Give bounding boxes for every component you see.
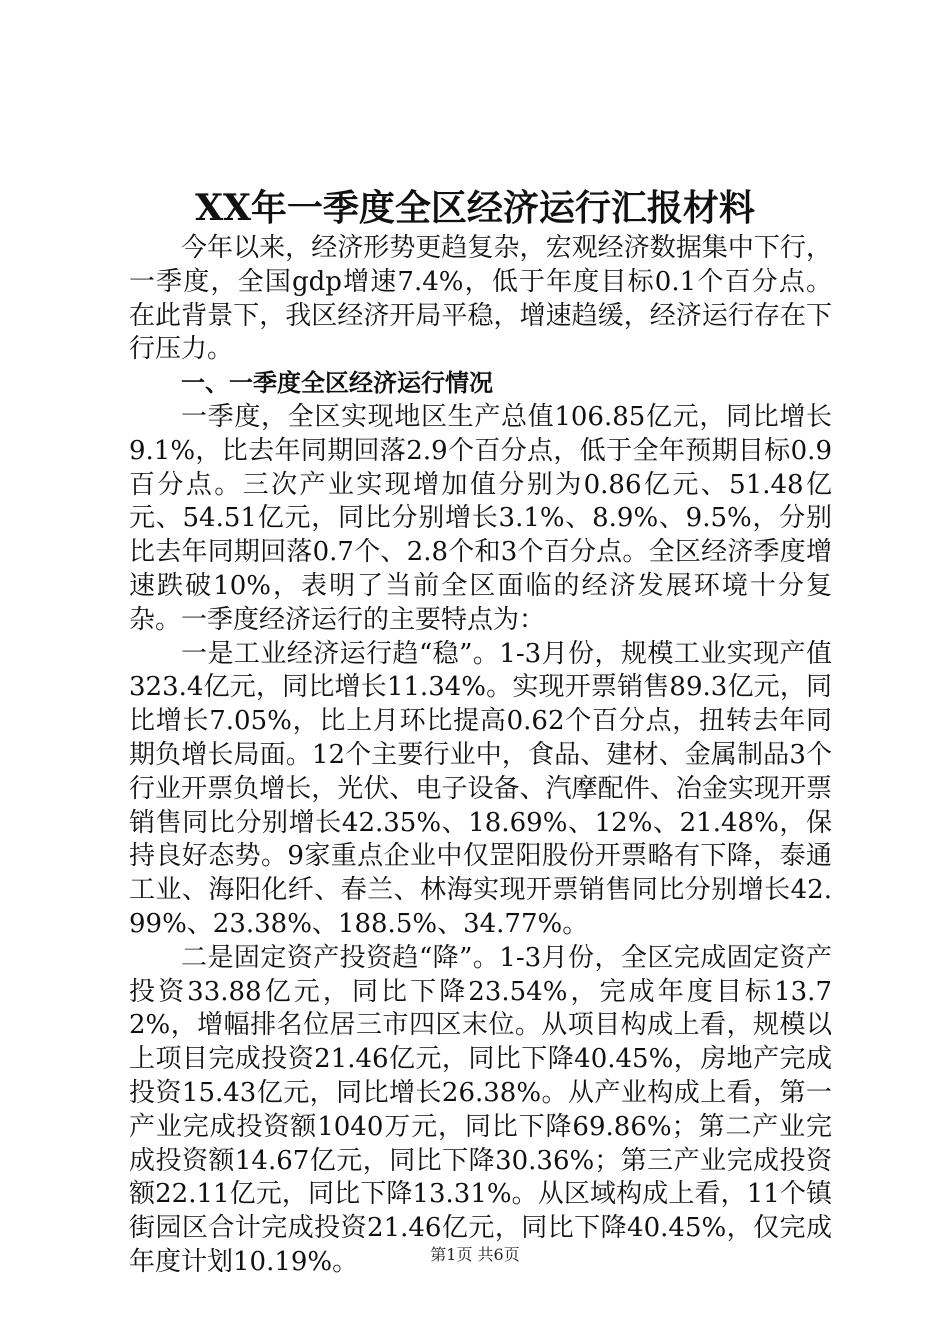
intro-paragraph: 今年以来，经济形势更趋复杂，宏观经济数据集中下行，一季度，全国gdp增速7.4%，低于年度目标0.1个百分点。在此背景下，我区经济开局平稳，增速趋缓，经济运行存在下行压力。: [129, 233, 832, 365]
overview-paragraph: 一季度，全区实现地区生产总值106.85亿元，同比增长9.1%，比去年同期回落2.9个百分点，低于全年预期目标0.9百分点。三次产业实现增加值分别为0.86亿元、51.48亿元、54.51亿元，同比分别增长3.1%、8.9%、9.5%，分别比去年同期回落0.7个、2.8个和3个百分点。全区经济季度增速跌破10%，表明了当前全区面临的经济发展环境十分复杂。一季度经济运行的主要特点为：: [129, 401, 832, 635]
document-body: [129, 232, 832, 1280]
document-title: XX年一季度全区经济运行汇报材料: [195, 187, 755, 229]
industry-paragraph: 一是工业经济运行趋“稳”。1-3月份，规模工业实现产值323.4亿元，同比增长11.34%。实现开票销售89.3亿元，同比增长7.05%，比上月环比提高0.62个百分点，扭转去年同期负增长局面。12个主要行业中，食品、建材、金属制品3个行业开票负增长，光伏、电子设备、汽摩配件、冶金实现开票销售同比分别增长42.35%、18.69%、12%、21.48%，保持良好态势。9家重点企业中仅罡阳股份开票略有下降，泰通工业、海阳化纤、春兰、林海实现开票销售同比分别增长42.99%、23.38%、188.5%、34.77%。: [129, 638, 832, 939]
section-heading: 一、一季度全区经济运行情况: [181, 369, 493, 398]
page-number: 第1页 共6页: [430, 1245, 520, 1264]
investment-paragraph: 二是固定资产投资趋“降”。1-3月份，全区完成固定资产投资33.88亿元，同比下降23.54%，完成年度目标13.72%，增幅排名位居三市四区末位。从项目构成上看，规模以上项目完成投资21.46亿元，同比下降40.45%，房地产完成投资15.43亿元，同比增长26.38%。从产业构成上看，第一产业完成投资额1040万元，同比下降69.86%；第二产业完成投资额14.67亿元，同比下降30.36%；第三产业完成投资额22.11亿元，同比下降13.31%。从区域构成上看，11个镇街园区合计完成投资21.46亿元，同比下降40.45%，仅完成年度计划10.19%。: [129, 942, 832, 1277]
